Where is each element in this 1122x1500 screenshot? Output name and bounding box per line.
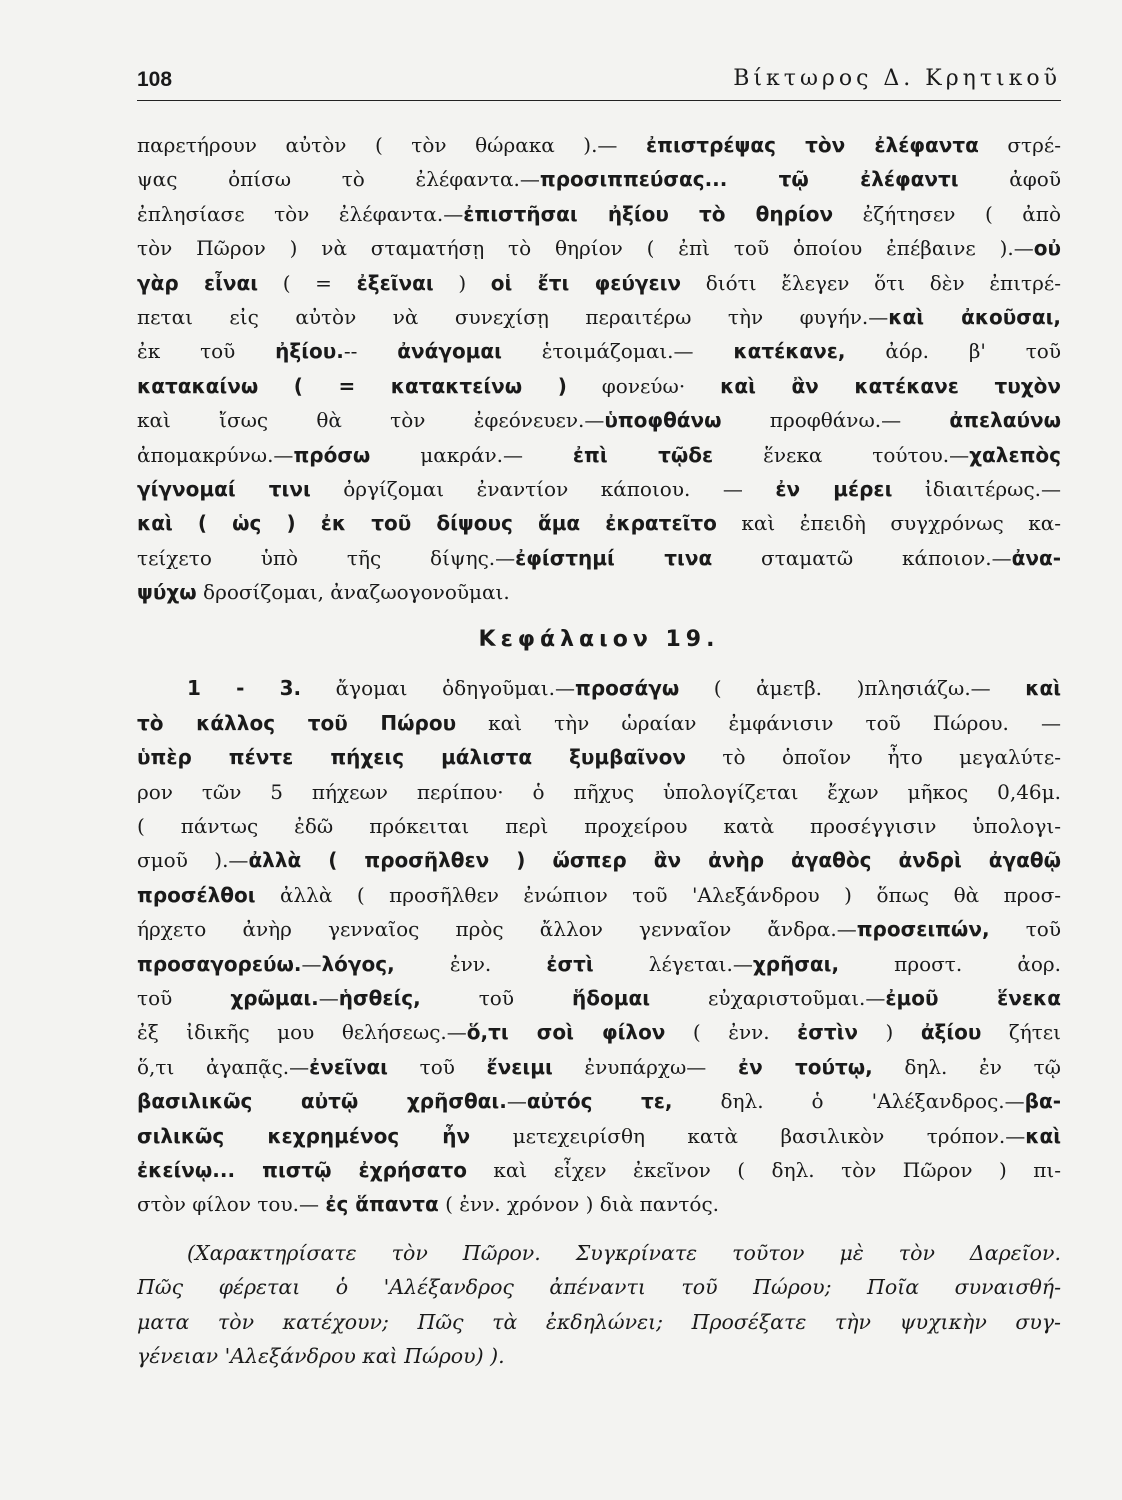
gloss-text: τοῦ	[989, 917, 1061, 942]
bold-term: ἐκείνῳ... πιστῷ ἐχρήσατο	[137, 1157, 467, 1182]
bold-term: ψύχω	[137, 580, 197, 605]
page-number: 108	[137, 68, 173, 91]
gloss-text: προστ. ἀορ.	[839, 951, 1061, 976]
gloss-text: προφθάνω.—	[721, 408, 950, 433]
italic-line: ματα τὸν κατέχουν; Πῶς τὰ ἐκδηλώνει; Προσέξατε τὴν ψυχικὴν συγ-	[137, 1309, 1061, 1334]
gloss-text: ἕνεκα τούτου.—	[713, 442, 970, 467]
gloss-text: ἀφοῦ	[958, 167, 1061, 192]
gloss-text: ἰδιαιτέρως.—	[892, 476, 1061, 501]
bold-term: ἐνεῖναι	[309, 1054, 388, 1079]
bold-term: ὑπὲρ πέντε πήχεις μάλιστα ξυμβαῖνον	[137, 745, 686, 770]
body-text	[137, 128, 1061, 1373]
text-line	[137, 912, 1061, 946]
italic-line: (Χαρακτηρίσατε τὸν Πῶρον. Συγκρίνατε τοῦτον μὲ τὸν Δαρεῖον.	[187, 1240, 1061, 1265]
bold-term: ἀλλὰ ( προσῆλθεν ) ὥσπερ ἂν ἀνὴρ ἀγαθὸς ἀνδρὶ ἀγαθῷ	[248, 848, 1061, 873]
text-line	[137, 334, 1061, 368]
gloss-text: ἀπομακρύνω.—	[137, 442, 294, 467]
gloss-text: ἐκ τοῦ	[137, 339, 276, 364]
text-line	[137, 438, 1061, 472]
gloss-text: στὸν φίλον του.—	[137, 1192, 326, 1217]
gloss-text: σταματῶ κάποιον.—	[712, 545, 1012, 570]
text-line	[137, 981, 1061, 1015]
text-line	[137, 231, 1061, 265]
bold-term: ἐμοῦ ἕνεκα	[885, 985, 1061, 1010]
gloss-text: μακράν.—	[370, 442, 573, 467]
gloss-text: τοῦ	[420, 985, 573, 1010]
gloss-text: ἀλλὰ ( προσῆλθεν ἐνώπιον τοῦ 'Αλεξάνδρου ) ὅπως θὰ προσ-	[255, 882, 1061, 907]
gloss-text: ρον τῶν 5 πήχεων περίπου· ὁ πῆχυς ὑπολογίζεται ἔχων μῆκος 0,46μ.	[137, 779, 1061, 804]
gloss-text: ὀργίζομαι ἐναντίον κάποιου. —	[310, 476, 776, 501]
text-line	[137, 1187, 1061, 1221]
bold-term: κατέκανε,	[733, 339, 846, 364]
text-line	[137, 878, 1061, 912]
text-line	[137, 162, 1061, 196]
italic-line: Πῶς φέρεται ὁ 'Αλέξανδρος ἀπέναντι τοῦ Πώρου; Ποῖα συναισθή-	[137, 1275, 1061, 1300]
bold-term: ἐν τούτῳ,	[737, 1054, 873, 1079]
bold-term: ἐφίστημί τινα	[515, 545, 713, 570]
gloss-text: εὐχαριστοῦμαι.—	[650, 985, 886, 1010]
bold-term: τὸ κάλλος τοῦ Πώρου	[137, 710, 457, 735]
bold-term: ἐξεῖναι	[356, 270, 434, 295]
text-line	[137, 197, 1061, 231]
text-line	[137, 506, 1061, 540]
gloss-text: μετεχειρίσθη κατὰ βασιλικὸν τρόπον.—	[470, 1123, 1026, 1148]
bold-term: προσιππεύσας... τῷ ἐλέφαντι	[539, 167, 959, 192]
gloss-text: καὶ τὴν ὡραίαν ἐμφάνισιν τοῦ Πώρου. —	[456, 710, 1061, 735]
gloss-text: ζήτει	[981, 1020, 1061, 1045]
page-header	[137, 64, 1061, 101]
gloss-text: ήρχετο ἀνὴρ γενναῖος πρὸς ἄλλον γενναῖον ἄνδρα.—	[137, 917, 857, 942]
gloss-text: ἄγομαι ὁδηγοῦμαι.—	[301, 676, 575, 701]
bold-term: καὶ ( ὡς ) ἐκ τοῦ δίψους ἅμα ἐκρατεῖτο	[137, 511, 717, 536]
text-line	[137, 472, 1061, 506]
gloss-text: ( πάντως ἐδῶ πρόκειται περὶ προχείρου κατὰ προσέγγισιν ὑπολογι-	[137, 814, 1061, 839]
bold-term: καὶ ἀκοῦσαι,	[888, 304, 1061, 329]
bold-term: ἥδομαι	[572, 985, 651, 1010]
bold-term: προσάγω	[575, 676, 680, 701]
bold-term: καὶ ἂν κατέκανε τυχὸν	[720, 373, 1061, 398]
gloss-text: ἀόρ. β' τοῦ	[845, 339, 1061, 364]
bold-term: 1 - 3.	[187, 676, 302, 701]
bold-term: ἀνα-	[1011, 545, 1061, 570]
gloss-text: καὶ εἶχεν ἐκεῖνον ( δηλ. τὸν Πῶρον ) πι-	[466, 1157, 1061, 1182]
gloss-text: στρέ-	[978, 133, 1061, 157]
bold-term: πρόσω	[293, 442, 371, 467]
gloss-text: δροσίζομαι, ἀναζωογονοῦμαι.	[196, 580, 510, 605]
bold-term: βα-	[1024, 1089, 1061, 1114]
bold-term: ἐστὶν	[797, 1020, 859, 1045]
bold-term: κατακαίνω ( = κατακτείνω )	[137, 373, 567, 398]
bold-term: ἐπιστῆσαι ἠξίου τὸ θηρίον	[463, 201, 834, 226]
gloss-text: δηλ. ὁ 'Αλέξανδρος.—	[672, 1089, 1025, 1114]
text-line	[137, 740, 1061, 774]
bold-term: καὶ	[1025, 1123, 1061, 1148]
bold-term: οὐ	[1033, 236, 1061, 261]
text-line	[137, 1015, 1061, 1049]
bold-term: ἀπελαύνω	[949, 408, 1061, 433]
gloss-text: σμοῦ ).—	[137, 848, 249, 873]
bold-term: ἐς ἅπαντα	[325, 1192, 439, 1217]
italic-line: γένειαν 'Αλεξάνδρου καὶ Πώρου) ).	[137, 1343, 505, 1368]
gloss-text: διότι ἔλεγεν ὅτι δὲν ἐπιτρέ-	[681, 270, 1061, 295]
text-line	[137, 671, 1061, 705]
gloss-text: ψας ὀπίσω τὸ ἐλέφαντα.—	[137, 167, 540, 192]
gloss-text: ἐνν.	[394, 951, 547, 976]
text-line	[137, 403, 1061, 437]
bold-term: ἔνειμι	[486, 1054, 553, 1079]
gloss-text: καὶ ἴσως θὰ τὸν ἐφεόνευεν.—	[137, 408, 605, 433]
glossary-block-before-heading	[137, 128, 1061, 609]
gloss-text: ἐνυπάρχω—	[552, 1054, 738, 1079]
bold-term: σιλικῶς κεχρημένος ἦν	[137, 1123, 471, 1148]
text-line	[137, 541, 1061, 575]
gloss-text: —	[506, 1089, 527, 1114]
gloss-text: τείχετο ὑπὸ τῆς δίψης.—	[137, 545, 516, 570]
text-line	[137, 775, 1061, 809]
bold-term: χαλεπὸς	[969, 442, 1061, 467]
text-line	[137, 706, 1061, 740]
text-line	[137, 809, 1061, 843]
text-line	[137, 1153, 1061, 1187]
running-title: Βίκτωρος Δ. Κρητικοῦ	[733, 66, 1061, 91]
bold-term: προσαγορεύω.	[137, 951, 302, 976]
text-line	[137, 843, 1061, 877]
bold-term: ἐν μέρει	[775, 476, 893, 501]
bold-term: ἀξίου	[920, 1020, 982, 1045]
gloss-text: καὶ ἐπειδὴ συγχρόνως κα-	[716, 511, 1061, 536]
bold-term: ἡσθείς,	[338, 985, 421, 1010]
bold-term: χρῶμαι.	[230, 985, 319, 1010]
gloss-text: δηλ. ἐν τῷ	[872, 1054, 1061, 1079]
bold-term: γὰρ εἶναι	[137, 270, 259, 295]
bold-term: γίγνομαί τινι	[137, 476, 311, 501]
gloss-text: ἐξ ἰδικῆς μου θελήσεως.—	[137, 1020, 467, 1045]
bold-term: ἐπὶ τῷδε	[572, 442, 714, 467]
bold-term: ὑποφθάνω	[604, 408, 722, 433]
bold-term: ἐστὶ	[546, 951, 594, 976]
text-line	[137, 1084, 1061, 1118]
text-line	[137, 575, 1061, 609]
gloss-text: )	[858, 1020, 921, 1045]
gloss-text: τὸ ὁποῖον ἦτο μεγαλύτε-	[685, 745, 1061, 770]
gloss-text: τοῦ	[137, 985, 231, 1010]
bold-term: προσειπών,	[856, 917, 990, 942]
bold-term: προσέλθοι	[137, 882, 256, 907]
bold-term: βασιλικῶς αὐτῷ χρῆσθαι.	[137, 1089, 507, 1114]
gloss-text: ( ἐνν.	[665, 1020, 798, 1045]
questions-paragraph	[137, 1236, 1061, 1374]
gloss-text: φονεύω·	[566, 373, 721, 398]
gloss-text: ( ἀμετβ. )πλησιάζω.—	[679, 676, 1026, 701]
bold-term: καὶ	[1025, 676, 1061, 701]
text-line	[137, 300, 1061, 334]
gloss-text: πεται εἰς αὐτὸν νὰ συνεχίσῃ περαιτέρω τὴν φυγήν.—	[137, 304, 889, 329]
bold-term: χρῆσαι,	[752, 951, 840, 976]
gloss-text: ὅ,τι ἀγαπᾷς.—	[137, 1054, 310, 1079]
bold-term: ἐπιστρέψας τὸν ἐλέφαντα	[645, 133, 979, 157]
text-line	[137, 1119, 1061, 1153]
gloss-text: )	[433, 270, 491, 295]
gloss-text: λέγεται.—	[593, 951, 753, 976]
gloss-text: ( =	[258, 270, 357, 295]
gloss-text: παρετήρουν αὐτὸν ( τὸν θώρακα ).—	[137, 133, 646, 157]
gloss-text: ἑτοιμάζομαι.—	[501, 339, 734, 364]
gloss-text: --	[343, 339, 398, 364]
gloss-text: —	[301, 951, 322, 976]
gloss-text: —	[318, 985, 339, 1010]
text-line	[137, 128, 1061, 162]
gloss-text: ἐζήτησεν ( ἀπὸ	[833, 201, 1061, 226]
gloss-text: τὸν Πῶρον ) νὰ σταματήσῃ τὸ θηρίον ( ἐπὶ τοῦ ὁποίου ἐπέβαινε ).—	[137, 236, 1034, 261]
glossary-block-after-heading	[137, 671, 1061, 1221]
text-line	[137, 369, 1061, 403]
text-line	[137, 1050, 1061, 1084]
bold-term: λόγος,	[321, 951, 395, 976]
gloss-text: ( ἐνν. χρόνον ) διὰ παντός.	[438, 1192, 720, 1217]
bold-term: αὐτός τε,	[526, 1089, 673, 1114]
bold-term: οἱ ἔτι φεύγειν	[490, 270, 682, 295]
bold-term: ἠξίου.	[275, 339, 344, 364]
gloss-text: τοῦ	[387, 1054, 487, 1079]
text-line	[137, 947, 1061, 981]
bold-term: ὅ,τι σοὶ φίλον	[466, 1020, 666, 1045]
gloss-text: ἐπλησίασε τὸν ἐλέφαντα.—	[137, 201, 464, 226]
bold-term: ἀνάγομαι	[397, 339, 502, 364]
chapter-heading: Κεφάλαιον 19.	[478, 627, 720, 653]
text-line	[137, 266, 1061, 300]
